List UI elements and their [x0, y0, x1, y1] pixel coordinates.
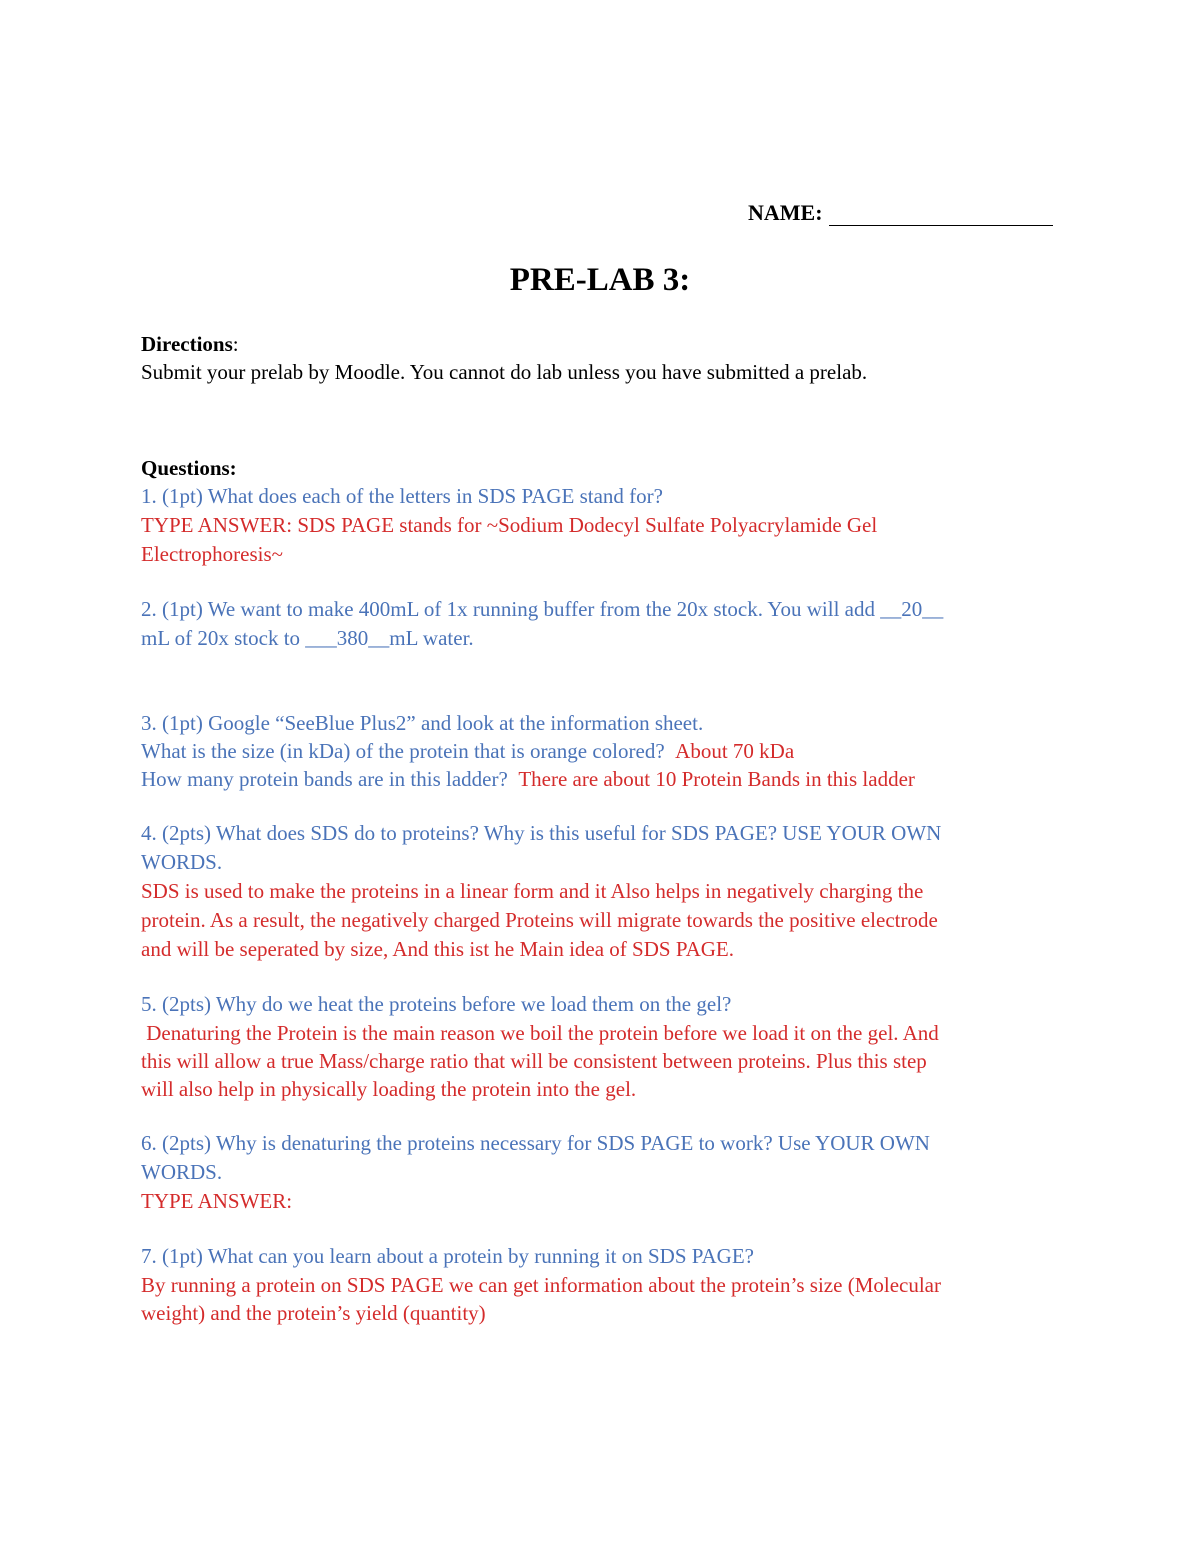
answer-text: weight) and the protein’s yield (quantity) — [141, 1301, 486, 1325]
directions-colon: : — [232, 332, 239, 356]
questions-heading: Questions: — [141, 456, 237, 480]
answer-text: and will be seperated by size, And this ist he Main idea of SDS PAGE. — [141, 937, 734, 961]
question-3 — [141, 709, 1061, 793]
question-text: 7. (1pt) What can you learn about a protein by running it on SDS PAGE? — [141, 1244, 754, 1268]
sub-question-text: How many protein bands are in this ladder? — [141, 767, 508, 791]
directions-label: Directions — [141, 332, 233, 356]
question-text: 4. (2pts) What does SDS do to proteins? Why is this useful for SDS PAGE? USE YOUR OWN — [141, 821, 942, 845]
name-blank-line — [829, 201, 1053, 226]
answer-text: this will allow a true Mass/charge ratio that will be consistent between proteins. Plus this step — [141, 1049, 927, 1073]
sub-question-text: What is the size (in kDa) of the protein that is orange colored? — [141, 739, 665, 763]
answer-text: SDS is used to make the proteins in a linear form and it Also helps in negatively charging the — [141, 879, 924, 903]
answer-text: TYPE ANSWER: SDS PAGE stands for ~Sodium Dodecyl Sulfate Polyacrylamide Gel — [141, 513, 878, 537]
page-title: PRE-LAB 3: — [509, 262, 691, 298]
question-text: 2. (1pt) We want to make 400mL of 1x running buffer from the 20x stock. You will add __20__ — [141, 597, 944, 621]
name-field — [748, 200, 1053, 226]
document-body — [141, 330, 1061, 1327]
sub-question — [141, 737, 1061, 765]
question-6 — [141, 1129, 1061, 1216]
directions-heading — [141, 330, 1061, 358]
question-1 — [141, 482, 1061, 569]
sub-answer-text: There are about 10 Protein Bands in this ladder — [518, 767, 915, 791]
question-text: 3. (1pt) Google “SeeBlue Plus2” and look at the information sheet. — [141, 711, 704, 735]
question-text: 1. (1pt) What does each of the letters in SDS PAGE stand for? — [141, 484, 663, 508]
question-text: WORDS. — [141, 1160, 223, 1184]
question-text: 5. (2pts) Why do we heat the proteins before we load them on the gel? — [141, 992, 732, 1016]
question-text: mL of 20x stock to ___380__mL water. — [141, 626, 474, 650]
sub-answer-text: About 70 kDa — [675, 739, 795, 763]
question-4 — [141, 819, 1061, 964]
answer-text: will also help in physically loading the protein into the gel. — [141, 1077, 637, 1101]
sub-question — [141, 765, 1061, 793]
answer-text: Electrophoresis~ — [141, 542, 283, 566]
answer-text: protein. As a result, the negatively charged Proteins will migrate towards the positive electrode — [141, 908, 938, 932]
answer-text: TYPE ANSWER: — [141, 1189, 293, 1213]
directions-text: Submit your prelab by Moodle. You cannot do lab unless you have submitted a prelab. — [141, 360, 868, 384]
name-label: NAME: — [748, 200, 823, 225]
question-2 — [141, 595, 1061, 653]
question-text: WORDS. — [141, 850, 223, 874]
answer-text: Denaturing the Protein is the main reason we boil the protein before we load it on the gel. And — [141, 1021, 939, 1045]
question-text: 6. (2pts) Why is denaturing the proteins necessary for SDS PAGE to work? Use YOUR OWN — [141, 1131, 930, 1155]
answer-text: By running a protein on SDS PAGE we can get information about the protein’s size (Molecular — [141, 1273, 941, 1297]
question-5 — [141, 990, 1061, 1103]
question-7 — [141, 1242, 1061, 1327]
